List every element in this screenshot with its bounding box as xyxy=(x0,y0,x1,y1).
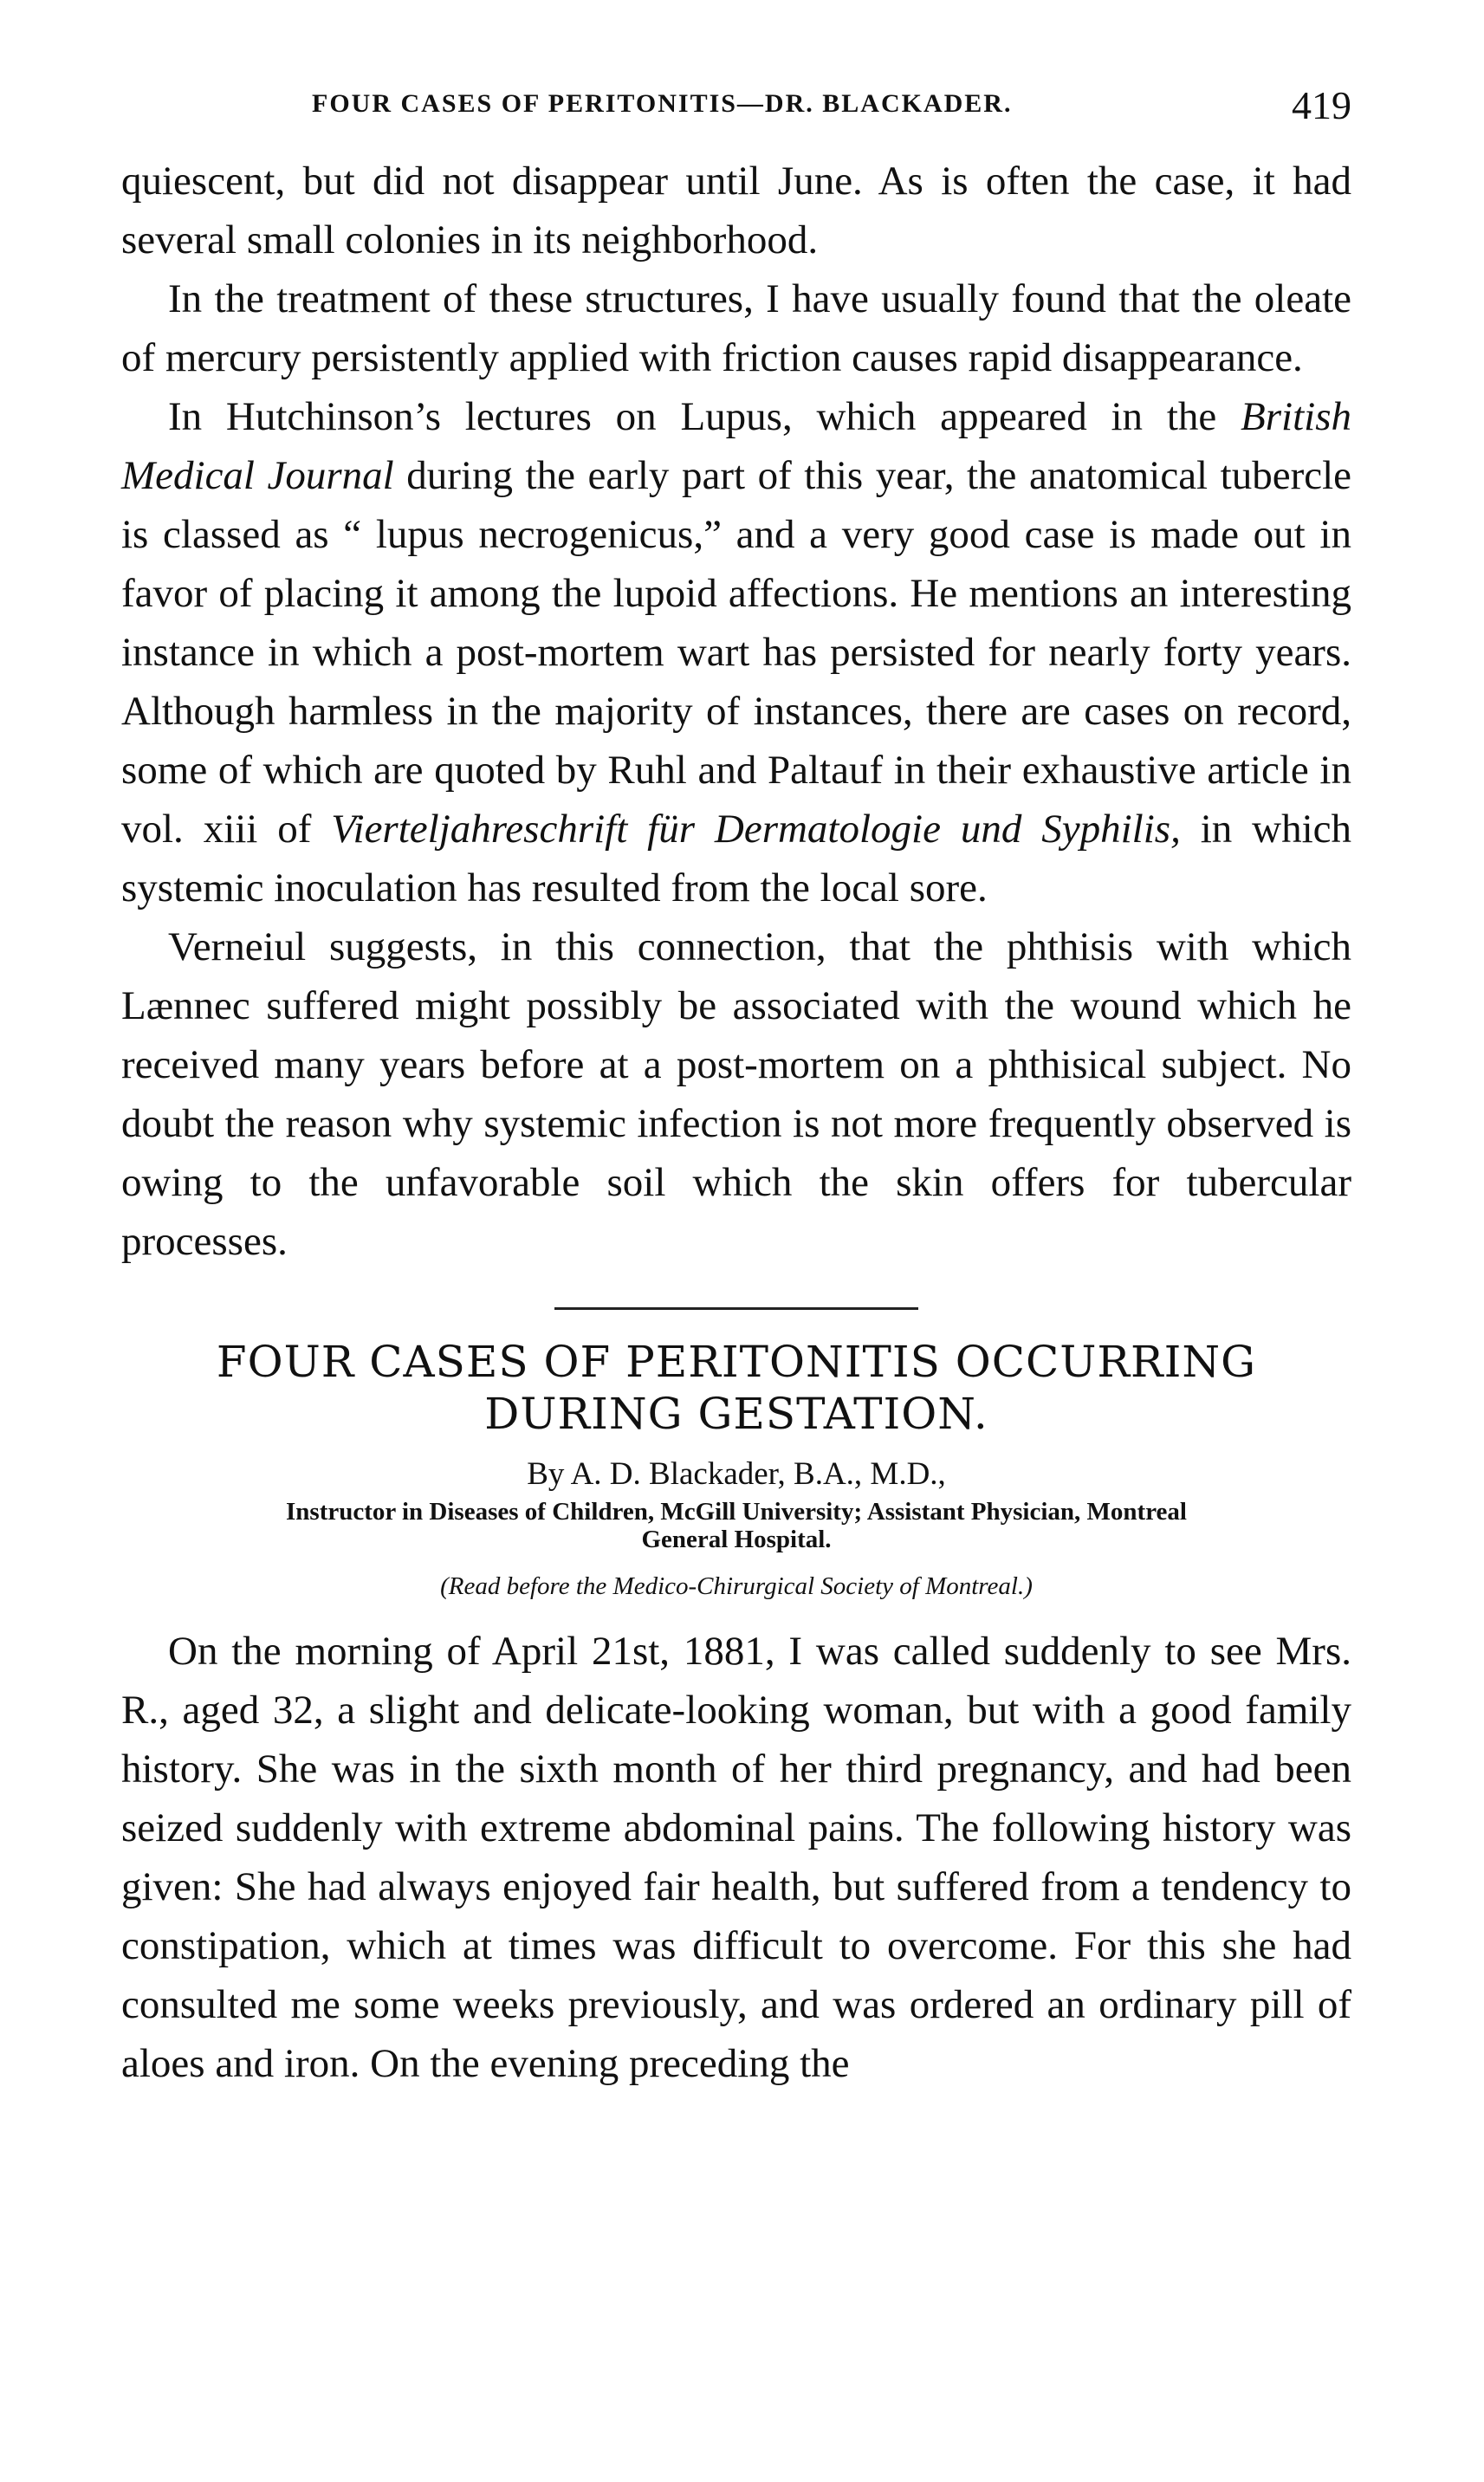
article-header xyxy=(121,1336,1351,1601)
paragraph xyxy=(121,387,1351,917)
paragraph: quiescent, but did not disappear until June. As is often the case, it had several small colonies in its neighborhood. xyxy=(121,159,1351,262)
text-run: In Hutchinson’s lectures on Lupus, which appeared in the xyxy=(168,394,1241,439)
text-run: during the early part of this year, the anatomical tubercle is classed as “ lupus necrogenicus,” and a very good case is made out in favor of placing it among the lupoid affections. He mentions an interesting instance in which a post-mortem wart has persisted for nearly forty years. Although harmless in the majority of instances, there are cases on record, some of which are quoted by Ruhl and Paltauf in their exhaustive article in vol. xiii of xyxy=(121,453,1352,852)
read-before-note: (Read before the Medico-Chirurgical Society of Montreal.) xyxy=(440,1572,1033,1600)
affiliation-line: General Hospital. xyxy=(641,1526,832,1553)
page xyxy=(121,82,1351,2093)
article-title-line: FOUR CASES OF PERITONITIS OCCURRING xyxy=(216,1337,1257,1387)
article-body xyxy=(121,1622,1351,2093)
section-divider xyxy=(554,1307,918,1310)
previous-article-text xyxy=(121,152,1351,1271)
periodical-title: Vierteljahreschrift für Dermatologie und Syphilis, xyxy=(331,807,1181,852)
author-affiliation xyxy=(121,1498,1351,1553)
affiliation-line: Instructor in Diseases of Children, McGill University; Assistant Physician, Montreal xyxy=(286,1498,1187,1526)
paragraph: In the treatment of these structures, I have usually found that the oleate of mercury persistently applied with friction causes rapid disappearance. xyxy=(121,276,1351,380)
page-number: 419 xyxy=(1292,83,1351,127)
paragraph: On the morning of April 21st, 1881, I was called suddenly to see Mrs. R., aged 32, a slight and delicate-looking woman, but with a good family history. She was in the sixth month of her third pregnancy, and had been seized suddenly with extreme abdominal pains. The following history was given: She had always enjoyed fair health, but suffered from a tendency to constipation, which at times was difficult to overcome. For this she had consulted me some weeks previously, and was ordered an ordinary pill of aloes and iron. On the evening preceding the xyxy=(121,1629,1351,2086)
running-head xyxy=(121,82,1351,152)
running-title: FOUR CASES OF PERITONITIS—DR. BLACKADER. xyxy=(312,89,1013,118)
text-run: in which systemic inoculation has resulted from the local sore. xyxy=(121,807,1352,910)
article-title-line: DURING GESTATION. xyxy=(484,1389,988,1439)
author-byline: By A. D. Blackader, B.A., M.D., xyxy=(527,1456,946,1492)
journal-title: British Medical Journal xyxy=(121,394,1351,498)
paragraph: Verneiul suggests, in this connection, that the phthisis with which Lænnec suffered might possibly be associated with the wound which he received many years before at a post-mortem on a phthisical subject. No doubt the reason why systemic infection is not more frequently observed is owing to the unfavorable soil which the skin offers for tubercular processes. xyxy=(121,924,1351,1264)
